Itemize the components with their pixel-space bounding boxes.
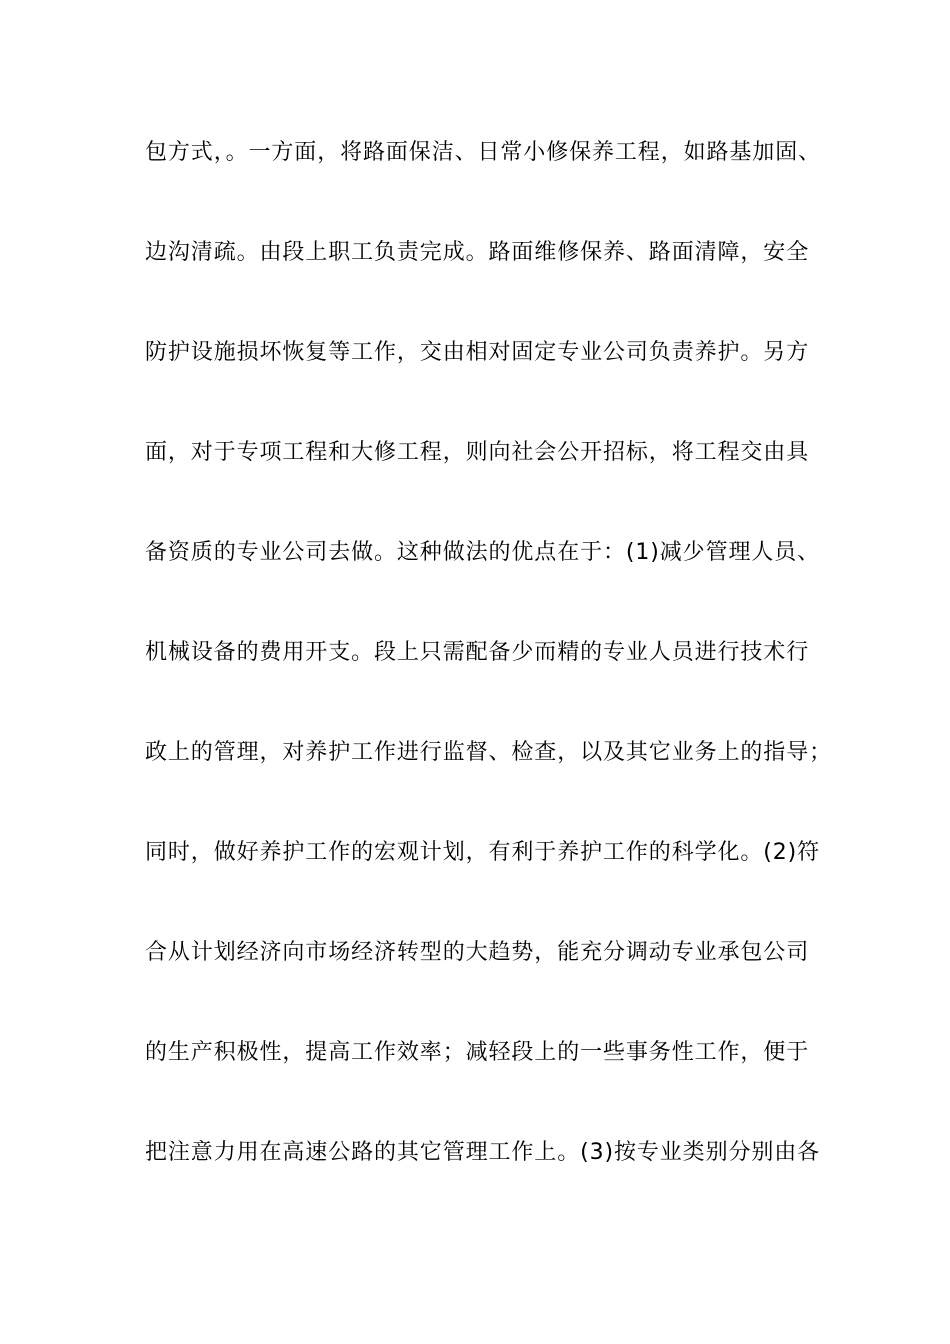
text-line-8: 同时，做好养护工作的宏观计划，有利于养护工作的科学化。(2)符: [145, 840, 821, 865]
text-line-4: 面，对于专项工程和大修工程，则向社会公开招标，将工程交由具: [145, 440, 810, 465]
text-line-2: 边沟清疏。由段上职工负责完成。路面维修保养、路面清障，安全: [145, 240, 810, 265]
text-line-7: 政上的管理，对养护工作进行监督、检查，以及其它业务上的指导；: [145, 740, 833, 765]
text-line-1: 包方式，。一方面，将路面保洁、日常小修保养工程，如路基加固、: [145, 140, 822, 165]
text-line-9: 合从计划经济向市场经济转型的大趋势，能充分调动专业承包公司: [145, 940, 810, 965]
text-line-5: 备资质的专业公司去做。这种做法的优点在于：(1)减少管理人员、: [145, 540, 821, 565]
text-line-11: 把注意力用在高速公路的其它管理工作上。(3)按专业类别分别由各: [145, 1140, 821, 1165]
text-line-3: 防护设施损坏恢复等工作，交由相对固定专业公司负责养护。另方: [145, 340, 810, 365]
text-line-6: 机械设备的费用开支。段上只需配备少而精的专业人员进行技术行: [145, 640, 810, 665]
body-text: [145, 127, 845, 1227]
text-line-10: 的生产积极性，提高工作效率；减轻段上的一些事务性工作，便于: [145, 1040, 810, 1065]
